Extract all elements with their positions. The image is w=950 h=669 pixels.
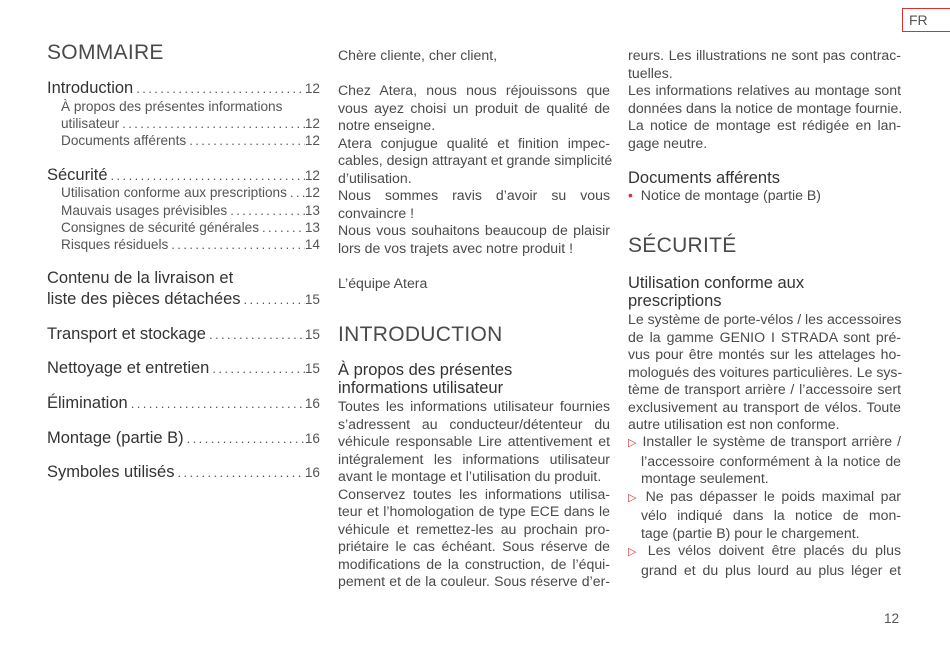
toc-entry-transport: Transport et stockage ..... 15 <box>47 325 320 344</box>
instruction-item: ▷ Installer le système de transport arrière / <box>628 433 901 449</box>
toc-entry-usage: Utilisation conforme aux prescriptions ..... 12 <box>47 185 320 200</box>
toc-entry-contents-2: liste des pièces détachées ..... 15 <box>47 290 320 309</box>
toc-entry-symbols: Symboles utilisés ..... 16 <box>47 463 320 482</box>
signature: L’équipe Atera <box>338 275 428 291</box>
security-heading: SÉCURITÉ <box>628 234 737 257</box>
instruction-item: ▷ Les vélos doivent être placés du plus <box>628 542 902 558</box>
toc-entry-assembly: Montage (partie B) ..... 16 <box>47 429 320 448</box>
toc-entry-misuse: Mauvais usages prévisibles ..... 13 <box>47 203 320 218</box>
montage-info-text: reurs. Les illustrations ne sont pas contrac- tuelles. Les informations relatives au montage sont données dans la notice de montage fournie. La notice de montage est rédigée en lan- gage neutre. <box>628 47 903 151</box>
toc-entry-securite: Sécurité ..... 12 <box>47 166 320 185</box>
instruction-list: ▷ Installer le système de transport arrière / l’accessoire conformément à la notice de montage seulement. ▷ Ne pas dépasser le poids maximal par vélo indiqué dans la notice de mon- tage (partie B) pour le chargement. ▷ Les vélos doivent être placés du plus grand et du plus lourd au plus léger et <box>628 433 902 578</box>
documents-bullet: • Notice de montage (partie B) <box>628 187 821 203</box>
toc-entry-contents-1: Contenu de la livraison et <box>47 269 234 287</box>
bullet-dot-icon: • <box>628 187 633 203</box>
greeting: Chère cliente, cher client, <box>338 47 498 63</box>
usage-text: Le système de porte-vélos / les accessoires de la gamme GENIO I STRADA sont pré- vus pour être montés sur les attelages ho- mologués des voitures particulières. Le sys- tème de transport arrière / l’accessoire sert exclusivement au transport de vélos. Toute autre utilisation est non conforme. <box>628 311 903 432</box>
toc-title: SOMMAIRE <box>47 41 164 64</box>
introduction-heading: INTRODUCTION <box>338 323 503 346</box>
toc-entry-about-2: utilisateur ..... 12 <box>47 116 320 131</box>
page-number: 12 <box>884 611 900 626</box>
triangle-right-icon: ▷ <box>628 546 641 558</box>
instruction-item: ▷ Ne pas dépasser le poids maximal par <box>628 487 901 504</box>
about-text: Toutes les informations utilisateur fournies s’adressent au conducteur/détenteur du véhicule responsable Lire attentivement et intégralement les informations utilisateur avant le montage et l’utilisation du produit. Conservez toutes les informations utilisa- teur et l’homologation de type ECE dans le véhicule et remettez-les au prochain pro- priétaire le cas échéant. Sous réserve de modifications de la construction, de l’équi- pement et de la couleur. Sous réserve d’er- <box>338 398 610 589</box>
toc-entry-introduction: Introduction ..... 12 <box>47 79 320 98</box>
about-heading: À propos des présentes informations utilisateur <box>338 361 513 397</box>
toc-entry-safety: Consignes de sécurité générales ..... 13 <box>47 220 320 235</box>
toc-entry-documents: Documents afférents ..... 12 <box>47 133 320 148</box>
toc-entry-cleaning: Nettoyage et entretien ..... 15 <box>47 359 320 378</box>
toc-entry-about-1: À propos des présentes informations <box>61 99 283 114</box>
language-tab: FR <box>902 8 950 32</box>
documents-heading: Documents afférents <box>628 169 780 187</box>
toc-entry-risks: Risques résiduels ..... 14 <box>47 237 320 252</box>
welcome-text: Chez Atera, nous nous réjouissons que vous ayez choisi un produit de qualité de notre enseigne. Atera conjugue qualité et finition impec- cables, design attrayant et grande simplicité d’utilisation. Nous sommes ravis d’avoir su vous convaincre ! Nous vous souhaitons beaucoup de plaisir lors de vos trajets avec notre produit ! <box>338 82 613 256</box>
triangle-right-icon: ▷ <box>628 437 638 449</box>
triangle-right-icon: ▷ <box>628 491 640 504</box>
usage-heading: Utilisation conforme aux prescriptions <box>628 274 805 310</box>
toc-entry-disposal: Élimination ..... 16 <box>47 394 320 413</box>
